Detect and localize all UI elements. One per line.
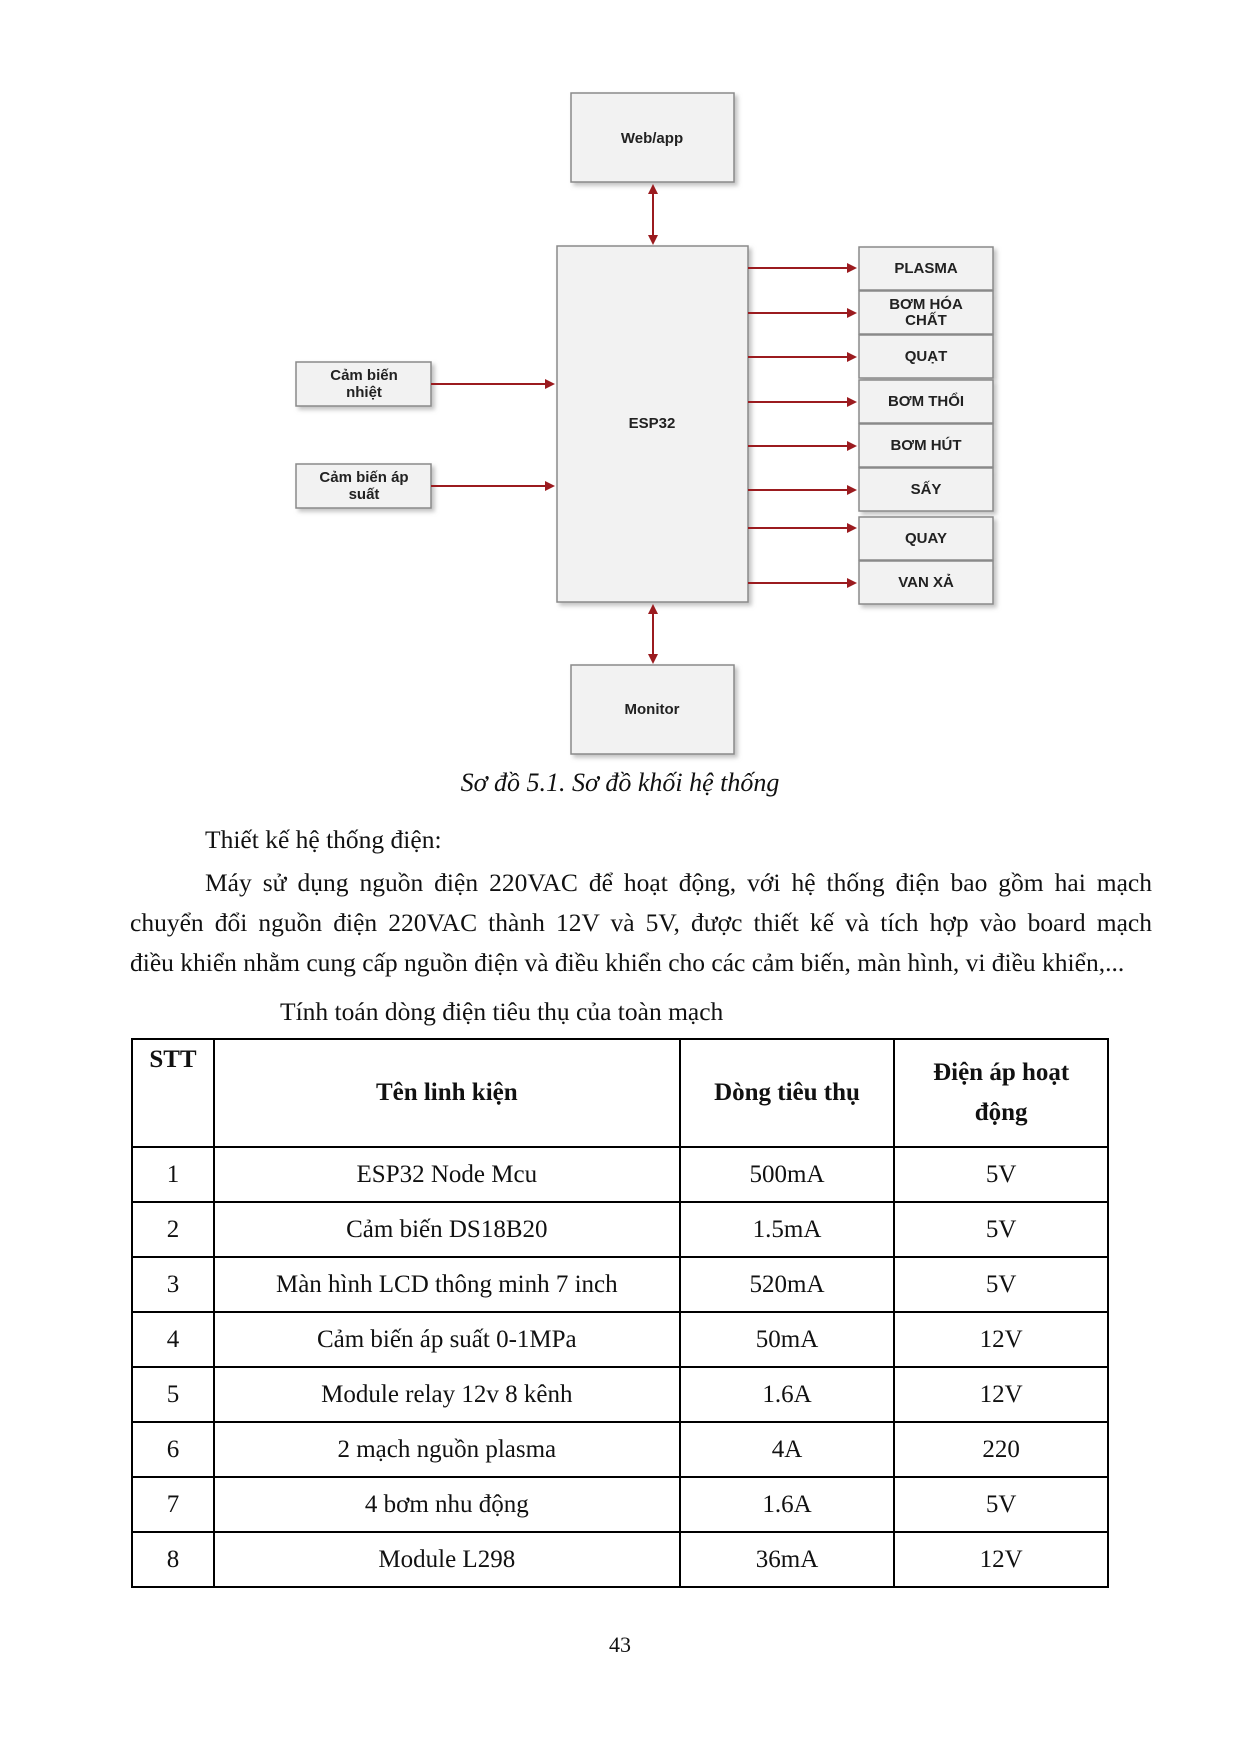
output-label: SẤY — [910, 481, 942, 498]
esp32-label: ESP32 — [628, 415, 676, 432]
output-label: BƠM THỔI — [887, 393, 965, 410]
cell-component: 4 bơm nhu động — [214, 1477, 680, 1532]
header-stt: STT — [132, 1039, 214, 1147]
cell-stt: 6 — [132, 1422, 214, 1477]
cell-voltage: 5V — [894, 1202, 1108, 1257]
table-title: Tính toán dòng điện tiêu thụ của toàn mạch — [280, 997, 724, 1026]
input-label-line2: nhiệt — [346, 384, 382, 401]
cell-stt: 4 — [132, 1312, 214, 1367]
cell-component: Cảm biến áp suất 0-1MPa — [214, 1312, 680, 1367]
output-label: QUẠT — [904, 348, 948, 365]
cell-voltage: 12V — [894, 1312, 1108, 1367]
table-row — [132, 1202, 1108, 1257]
input-label-line2: suất — [348, 486, 380, 503]
cell-component: Màn hình LCD thông minh 7 inch — [214, 1257, 680, 1312]
input-label-line1: Cảm biến — [330, 367, 398, 384]
body-line: điều khiển nhằm cung cấp nguồn điện và điều khiển cho các cảm biến, màn hình, vi điều khiển,... — [130, 948, 1125, 977]
output-dryer — [859, 468, 993, 511]
output-label-line1: BƠM HÓA — [889, 296, 963, 313]
cell-voltage: 5V — [894, 1477, 1108, 1532]
table-row — [132, 1257, 1108, 1312]
figure-caption: Sơ đồ 5.1. Sơ đồ khối hệ thống — [460, 768, 780, 797]
cell-current: 36mA — [680, 1532, 895, 1587]
cell-stt: 7 — [132, 1477, 214, 1532]
cell-stt: 3 — [132, 1257, 214, 1312]
cell-component: Module relay 12v 8 kênh — [214, 1367, 680, 1422]
cell-current: 1.5mA — [680, 1202, 895, 1257]
cell-stt: 2 — [132, 1202, 214, 1257]
cell-current: 520mA — [680, 1257, 895, 1312]
header-component-name: Tên linh kiện — [214, 1039, 680, 1147]
output-label: PLASMA — [894, 260, 958, 277]
cell-stt: 1 — [132, 1147, 214, 1202]
body-line: Máy sử dụng nguồn điện 220VAC để hoạt động, với hệ thống điện bao gồm hai mạch — [205, 868, 1152, 897]
table-row — [132, 1477, 1108, 1532]
output-suction-pump — [859, 424, 993, 467]
input-pressure-sensor — [296, 464, 431, 508]
output-label: BƠM HÚT — [890, 437, 962, 454]
cell-component: ESP32 Node Mcu — [214, 1147, 680, 1202]
input-label-line1: Cảm biến áp — [319, 469, 409, 486]
output-chemical-pump — [859, 291, 993, 334]
table-row — [132, 1367, 1108, 1422]
cell-voltage: 12V — [894, 1532, 1108, 1587]
body-line: chuyển đổi nguồn điện 220VAC thành 12V và 5V, được thiết kế và tích hợp vào board mạch — [130, 908, 1152, 937]
table-row — [132, 1147, 1108, 1202]
system-block-diagram — [0, 0, 1240, 780]
web-app-label: Web/app — [620, 130, 684, 147]
output-label: QUAY — [905, 530, 947, 547]
table-header-row — [132, 1039, 1108, 1147]
cell-component: Cảm biến DS18B20 — [214, 1202, 680, 1257]
table-row — [132, 1422, 1108, 1477]
cell-current: 50mA — [680, 1312, 895, 1367]
monitor-label: Monitor — [624, 701, 680, 718]
cell-stt: 8 — [132, 1532, 214, 1587]
cell-component: Module L298 — [214, 1532, 680, 1587]
cell-component: 2 mạch nguồn plasma — [214, 1422, 680, 1477]
section-heading: Thiết kế hệ thống điện: — [205, 825, 442, 854]
cell-voltage: 5V — [894, 1257, 1108, 1312]
output-plasma — [859, 247, 993, 290]
web-app-box — [571, 93, 734, 182]
output-label: VAN XẢ — [898, 574, 954, 591]
cell-current: 4A — [680, 1422, 895, 1477]
table-row — [132, 1532, 1108, 1587]
output-fan — [859, 335, 993, 378]
cell-current: 1.6A — [680, 1477, 895, 1532]
page-number: 43 — [609, 1632, 631, 1657]
body-paragraph — [130, 863, 1152, 983]
output-rotate — [859, 517, 993, 560]
input-temperature-sensor — [296, 362, 431, 406]
output-drain-valve — [859, 561, 993, 604]
cell-voltage: 5V — [894, 1147, 1108, 1202]
cell-stt: 5 — [132, 1367, 214, 1422]
monitor-box — [571, 665, 734, 754]
esp32-box — [557, 246, 748, 602]
cell-voltage: 12V — [894, 1367, 1108, 1422]
cell-voltage: 220 — [894, 1422, 1108, 1477]
output-blower-pump — [859, 380, 993, 423]
power-consumption-table — [131, 1038, 1109, 1588]
header-voltage: Điện áp hoạt động — [894, 1039, 1108, 1147]
table-row — [132, 1312, 1108, 1367]
cell-current: 1.6A — [680, 1367, 895, 1422]
header-current: Dòng tiêu thụ — [680, 1039, 895, 1147]
output-label-line2: CHẤT — [905, 312, 947, 329]
cell-current: 500mA — [680, 1147, 895, 1202]
